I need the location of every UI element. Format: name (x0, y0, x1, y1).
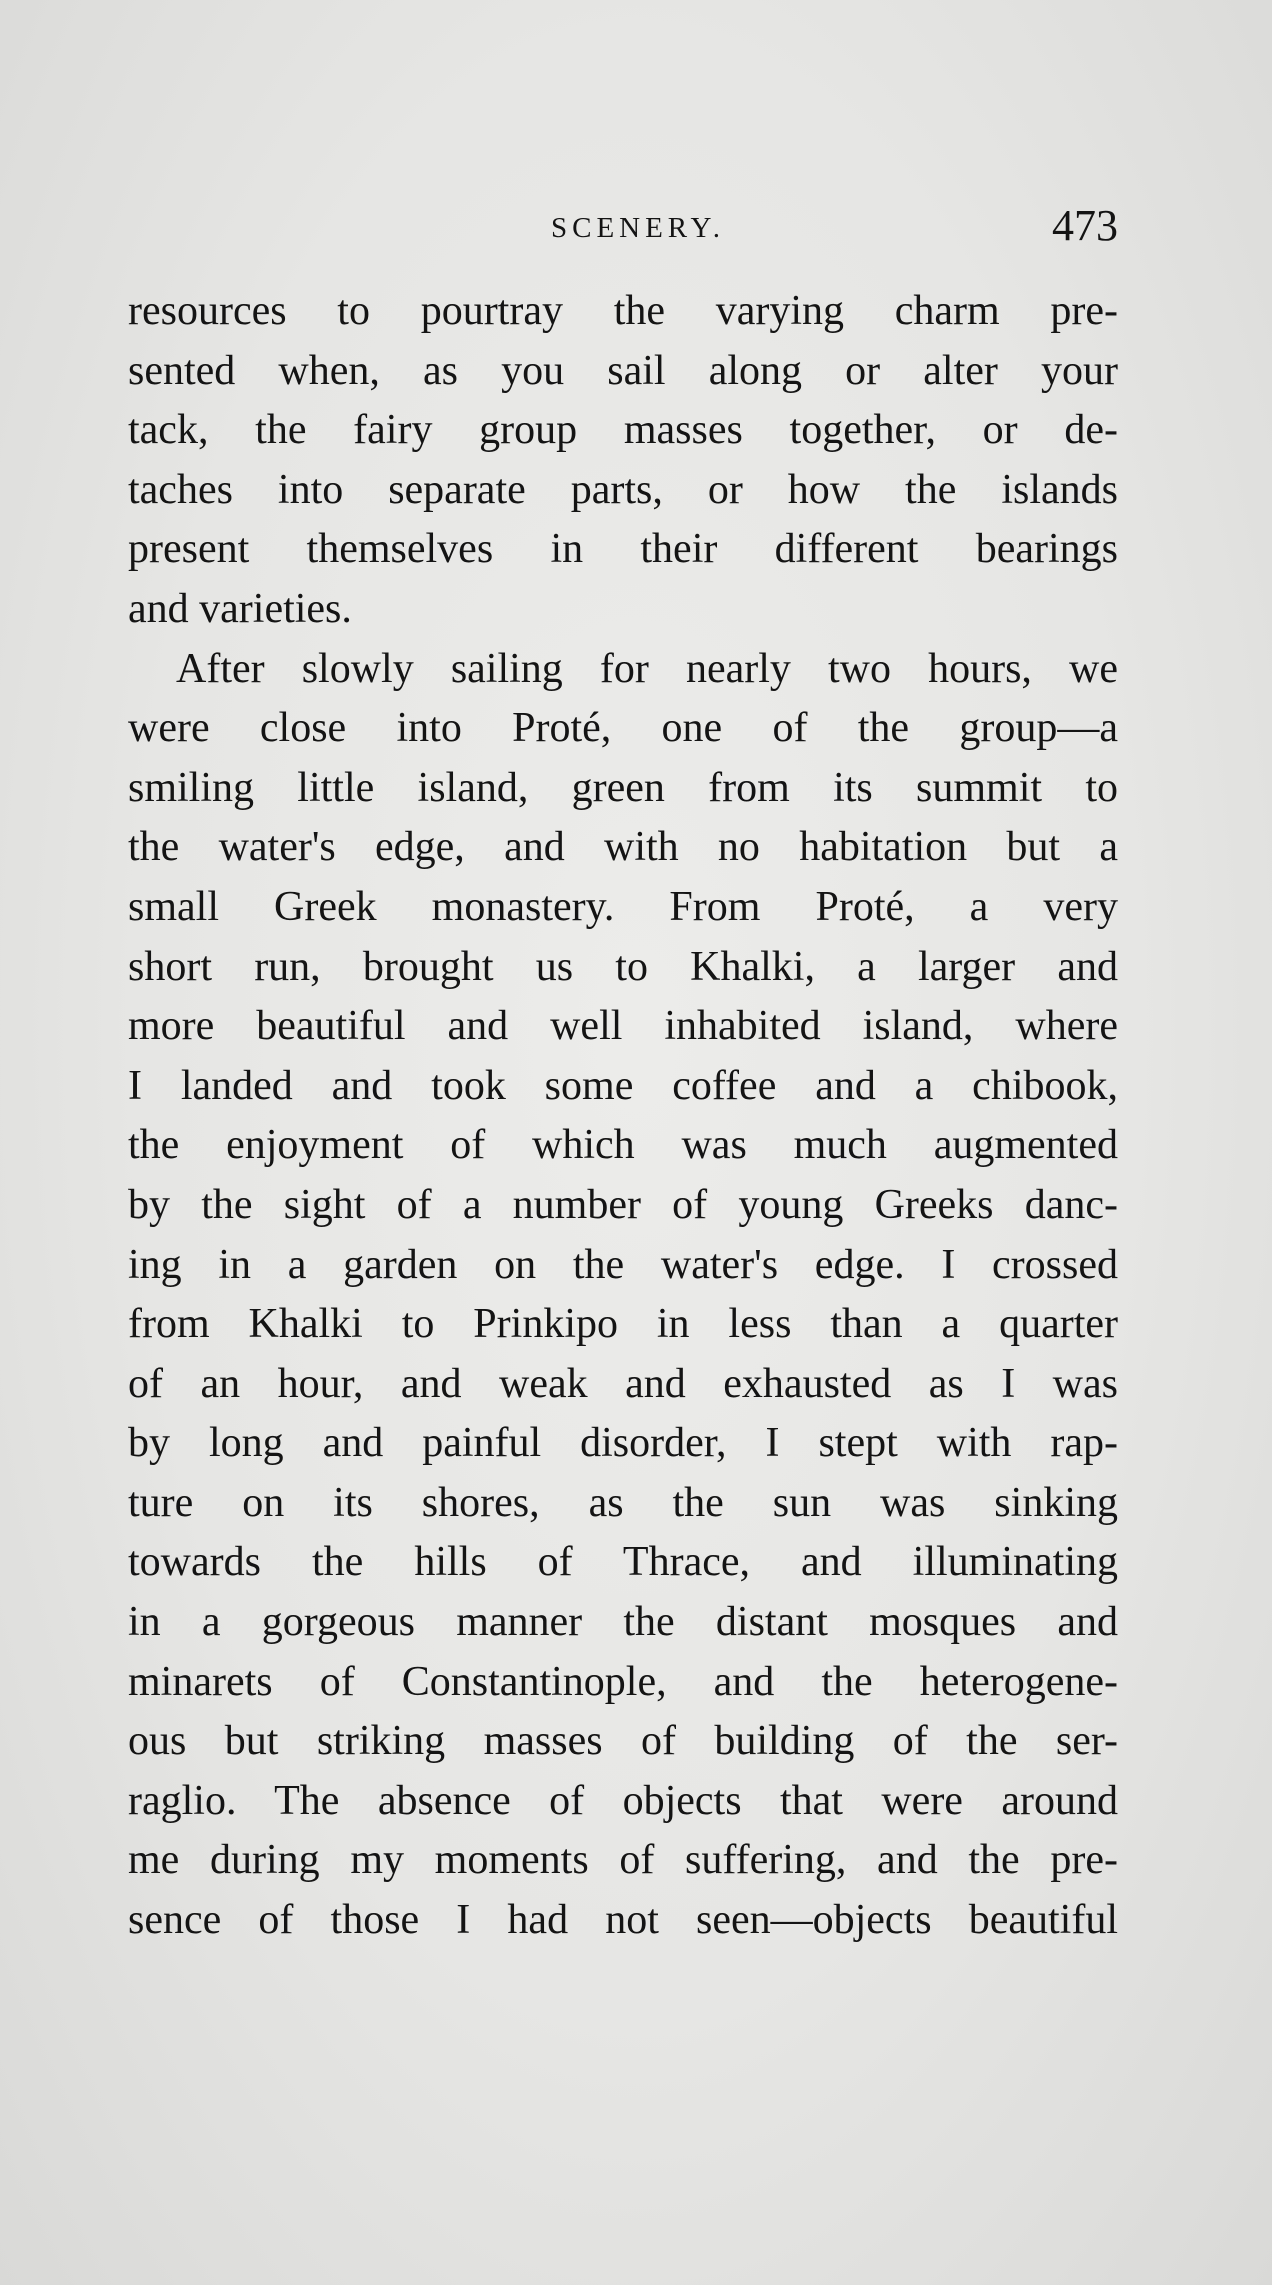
text-line: by long and painful disorder, I stept with rap- (128, 1420, 1118, 1467)
text-line: present themselves in their different bearings (128, 526, 1118, 573)
text-line: small Greek monastery. From Proté, a very (128, 883, 1118, 930)
text-line: in a gorgeous manner the distant mosques and (128, 1599, 1118, 1646)
text-line: the enjoyment of which was much augmented (128, 1122, 1118, 1169)
text-line: raglio. The absence of objects that were around (128, 1777, 1118, 1824)
text-line: more beautiful and well inhabited island, where (128, 1003, 1118, 1050)
text-line: by the sight of a number of young Greeks danc- (128, 1181, 1118, 1228)
text-line: sence of those I had not seen—objects beautiful (128, 1897, 1118, 1944)
text-line: from Khalki to Prinkipo in less than a quarter (128, 1301, 1118, 1348)
text-line: minarets of Constantinople, and the heterogene- (128, 1658, 1118, 1705)
text-line: sented when, as you sail along or alter your (128, 347, 1118, 394)
text-line: smiling little island, green from its summit to (128, 764, 1118, 811)
text-line: resources to pourtray the varying charm pre- (128, 288, 1118, 334)
text-line: towards the hills of Thrace, and illuminating (128, 1539, 1118, 1586)
text-line: and varieties. (128, 585, 352, 632)
text-line: of an hour, and weak and exhausted as I was (128, 1360, 1118, 1407)
text-line: taches into separate parts, or how the islands (128, 466, 1118, 513)
body-text (128, 282, 1118, 1951)
text-line: I landed and took some coffee and a chibook, (128, 1062, 1118, 1109)
text-line: ture on its shores, as the sun was sinking (128, 1479, 1118, 1526)
text-line: me during my moments of suffering, and the pre- (128, 1837, 1118, 1884)
text-line: tack, the fairy group masses together, or de- (128, 407, 1118, 454)
text-line: After slowly sailing for nearly two hours, we (176, 645, 1118, 692)
text-line: were close into Proté, one of the group—a (128, 705, 1118, 752)
text-line: ing in a garden on the water's edge. I crossed (128, 1241, 1118, 1288)
page-header (128, 200, 1118, 260)
text-line: ous but striking masses of building of the ser- (128, 1718, 1118, 1765)
page-number: 473 (1052, 201, 1118, 250)
text-line: short run, brought us to Khalki, a larger and (128, 943, 1118, 990)
running-head: SCENERY. (550, 212, 726, 244)
text-line: the water's edge, and with no habitation but a (128, 824, 1118, 871)
